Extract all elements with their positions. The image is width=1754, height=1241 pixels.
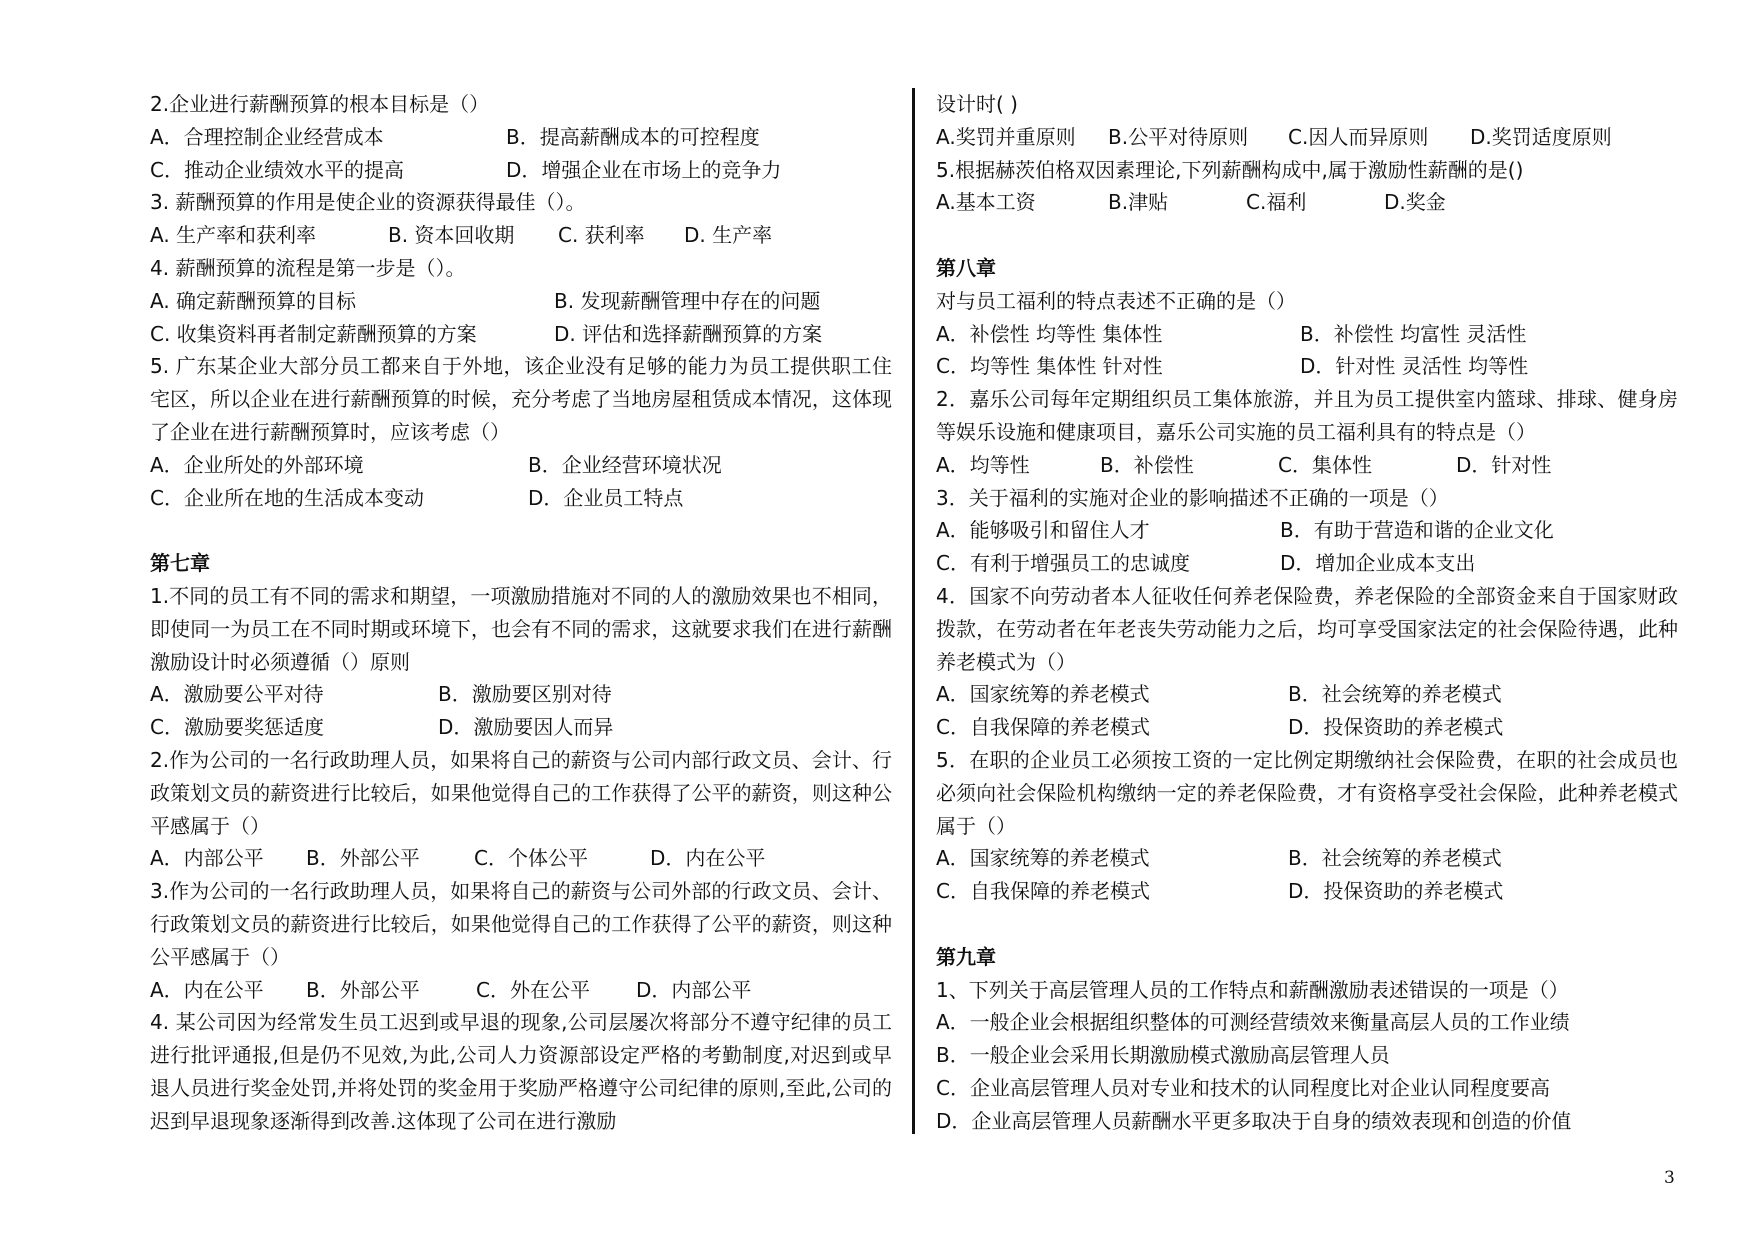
option-c: C．个体公平 — [474, 846, 588, 871]
option-b: B．补偿性 — [1100, 452, 1194, 477]
option-b: B．社会统筹的养老模式 — [1288, 682, 1502, 707]
option-row — [936, 711, 1678, 744]
option-row — [150, 121, 892, 154]
option-a: A.奖罚并重原则 — [936, 124, 1076, 149]
option-c: C．企业所在地的生活成本变动 — [150, 485, 424, 510]
option-d: D．投保资助的养老模式 — [1288, 715, 1504, 740]
chapter-heading: 第八章 — [936, 255, 996, 280]
option-b: B．企业经营环境状况 — [528, 452, 722, 477]
option-row — [150, 285, 892, 318]
option-d: D. 生产率 — [684, 223, 773, 248]
option-d: D．增加企业成本支出 — [1280, 551, 1476, 576]
option-row — [936, 514, 1678, 547]
option-a: A.基本工资 — [936, 190, 1036, 215]
question-stem: 2.作为公司的一名行政助理人员，如果将自己的薪资与公司内部行政文员、会计、行政策划文员的薪资进行比较后，如果他觉得自己的工作获得了公平的薪资，则这种公平感属于（） — [150, 747, 892, 838]
option-a: A．内部公平 — [150, 846, 264, 871]
question-stem: 对与员工福利的特点表述不正确的是（） — [936, 288, 1296, 313]
option-b: B. 发现薪酬管理中存在的问题 — [554, 288, 821, 313]
option-a: A．合理控制企业经营成本 — [150, 124, 384, 149]
option-b: B．有助于营造和谐的企业文化 — [1280, 518, 1554, 543]
option-row — [150, 219, 892, 252]
option-b: B．外部公平 — [306, 977, 420, 1002]
section-gap — [150, 514, 892, 547]
option-b: B．外部公平 — [306, 846, 420, 871]
option-a: A．国家统筹的养老模式 — [936, 846, 1150, 871]
option-a: A．一般企业会根据组织整体的可测经营绩效来衡量高层人员的工作业绩 — [936, 1010, 1570, 1035]
option-c: C.因人而异原则 — [1288, 124, 1429, 149]
option-c: C. 获利率 — [558, 223, 645, 248]
option-c: C．自我保障的养老模式 — [936, 879, 1150, 904]
question-stem: 5. 广东某企业大部分员工都来自于外地，该企业没有足够的能力为员工提供职工住宅区，所以企业在进行薪酬预算的时候，充分考虑了当地房屋租赁成本情况，这体现了企业在进行薪酬预算时，应该考虑（） — [150, 354, 892, 444]
option-a: A．企业所处的外部环境 — [150, 452, 364, 477]
option-b: B．一般企业会采用长期激励模式激励高层管理人员 — [936, 1043, 1390, 1068]
option-row — [936, 842, 1678, 875]
option-b: B.津贴 — [1108, 190, 1169, 215]
option-b: B．社会统筹的养老模式 — [1288, 846, 1502, 871]
question-stem: 5.根据赫茨伯格双因素理论,下列薪酬构成中,属于激励性薪酬的是() — [936, 157, 1524, 182]
option-row — [936, 121, 1678, 154]
question-stem: 3. 薪酬预算的作用是使企业的资源获得最佳（）。 — [150, 190, 586, 215]
option-c: C．集体性 — [1278, 452, 1372, 477]
option-d: D．投保资助的养老模式 — [1288, 879, 1504, 904]
question-stem: 5．在职的企业员工必须按工资的一定比例定期缴纳社会保险费，在职的社会成员也必须向社会保险机构缴纳一定的养老保险费，才有资格享受社会保险，此种养老模式属于（） — [936, 747, 1678, 838]
option-d: D.奖金 — [1384, 190, 1446, 215]
question-stem: 4. 某公司因为经常发生员工迟到或早退的现象,公司层屡次将部分不遵守纪律的员工进行批评通报,但是仍不见效,为此,公司人力资源部设定严格的考勤制度,对迟到或早退人员进行奖金处罚,并将处罚的奖金用于奖励严格遵守公司纪律的原则,至此,公司的迟到早退现象逐渐得到改善.这体现了公司在进行激励 — [150, 1010, 892, 1133]
question-stem: 2.企业进行薪酬预算的根本目标是（） — [150, 92, 490, 116]
option-b: B．提高薪酬成本的可控程度 — [506, 124, 760, 149]
option-c: C．均等性 集体性 针对性 — [936, 354, 1163, 379]
chapter-heading: 第七章 — [150, 551, 210, 576]
option-row — [150, 318, 892, 351]
option-b: B．激励要区别对待 — [438, 682, 612, 707]
option-a: A．能够吸引和留住人才 — [936, 518, 1150, 543]
option-row — [936, 186, 1678, 219]
column-divider — [912, 88, 915, 1134]
option-c: C．企业高层管理人员对专业和技术的认同程度比对企业认同程度要高 — [936, 1075, 1550, 1100]
option-a: A．补偿性 均等性 集体性 — [936, 321, 1163, 346]
option-d: D．针对性 — [1456, 452, 1552, 477]
question-stem: 3．关于福利的实施对企业的影响描述不正确的一项是（） — [936, 485, 1449, 510]
option-d: D. 评估和选择薪酬预算的方案 — [554, 321, 823, 346]
section-gap — [936, 219, 1678, 252]
option-row — [936, 547, 1678, 580]
right-column — [936, 88, 1678, 1138]
option-d: D．企业员工特点 — [528, 485, 684, 510]
option-d: D.奖罚适度原则 — [1470, 124, 1612, 149]
option-row — [936, 350, 1678, 383]
option-a: A．激励要公平对待 — [150, 682, 324, 707]
left-column — [150, 88, 892, 1138]
option-d: D．增强企业在市场上的竞争力 — [506, 157, 782, 182]
option-row — [150, 449, 892, 482]
option-a: A．国家统筹的养老模式 — [936, 682, 1150, 707]
option-a: A. 生产率和获利率 — [150, 223, 317, 248]
option-row — [150, 678, 892, 711]
option-a: A. 确定薪酬预算的目标 — [150, 288, 357, 313]
option-d: D．激励要因人而异 — [438, 715, 614, 740]
page-number: 3 — [1664, 1168, 1675, 1188]
question-stem: 1、下列关于高层管理人员的工作特点和薪酬激励表述错误的一项是（） — [936, 977, 1569, 1002]
option-d: D．内部公平 — [636, 977, 752, 1002]
option-d: D．内在公平 — [650, 846, 766, 871]
question-stem: 4．国家不向劳动者本人征收任何养老保险费，养老保险的全部资金来自于国家财政拨款，在劳动者在年老丧失劳动能力之后，均可享受国家法定的社会保险待遇，此种养老模式为（） — [936, 583, 1678, 674]
section-gap — [936, 908, 1678, 941]
option-a: A．内在公平 — [150, 977, 264, 1002]
question-stem: 2．嘉乐公司每年定期组织员工集体旅游，并且为员工提供室内篮球、排球、健身房等娱乐设施和健康项目，嘉乐公司实施的员工福利具有的特点是（） — [936, 387, 1678, 444]
option-row — [936, 875, 1678, 908]
option-d: D．针对性 灵活性 均等性 — [1300, 354, 1529, 379]
option-c: C．推动企业绩效水平的提高 — [150, 157, 404, 182]
option-c: C．有利于增强员工的忠诚度 — [936, 551, 1190, 576]
option-row — [150, 711, 892, 744]
option-c: C．外在公平 — [476, 977, 590, 1002]
option-row — [150, 974, 892, 1007]
option-c: C. 收集资料再者制定薪酬预算的方案 — [150, 321, 477, 346]
option-b: B．补偿性 均富性 灵活性 — [1300, 321, 1527, 346]
chapter-heading: 第九章 — [936, 944, 996, 969]
option-row — [150, 482, 892, 515]
option-c: C.福利 — [1246, 190, 1307, 215]
option-row — [936, 449, 1678, 482]
option-row — [936, 318, 1678, 351]
option-row — [150, 842, 892, 875]
question-stem-continued: 设计时( ) — [936, 92, 1018, 116]
option-c: C．激励要奖惩适度 — [150, 715, 324, 740]
option-b: B. 资本回收期 — [388, 223, 515, 248]
question-stem: 4. 薪酬预算的流程是第一步是（）。 — [150, 255, 466, 280]
option-b: B.公平对待原则 — [1108, 124, 1249, 149]
option-row — [150, 154, 892, 187]
option-d: D．企业高层管理人员薪酬水平更多取决于自身的绩效表现和创造的价值 — [936, 1108, 1572, 1133]
question-stem: 3.作为公司的一名行政助理人员，如果将自己的薪资与公司外部的行政文员、会计、行政策划文员的薪资进行比较后，如果他觉得自己的工作获得了公平的薪资，则这种公平感属于（） — [150, 879, 892, 969]
option-a: A．均等性 — [936, 452, 1030, 477]
option-c: C．自我保障的养老模式 — [936, 715, 1150, 740]
option-row — [936, 678, 1678, 711]
question-stem: 1.不同的员工有不同的需求和期望，一项激励措施对不同的人的激励效果也不相同，即使同一为员工在不同时期或环境下，也会有不同的需求，这就要求我们在进行薪酬激励设计时必须遵循（）原则 — [150, 583, 892, 674]
